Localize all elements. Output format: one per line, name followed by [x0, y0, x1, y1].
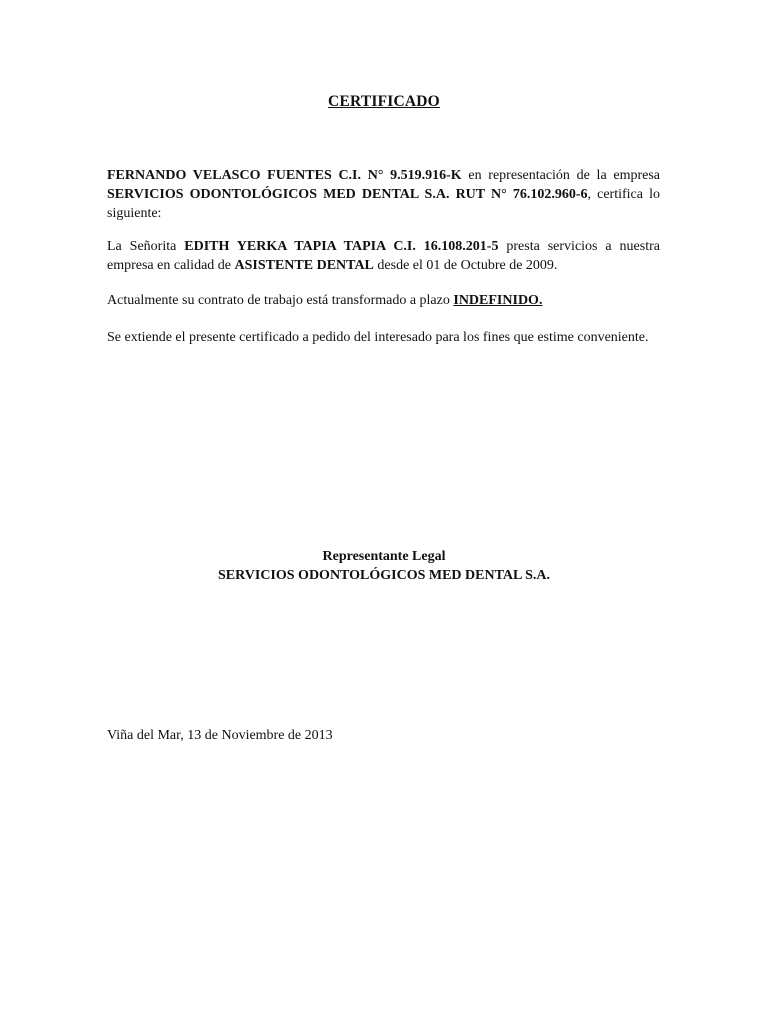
document-title: CERTIFICADO [328, 93, 440, 110]
contract-text: Actualmente su contrato de trabajo está transformado a plazo [107, 293, 454, 308]
employee-text-c: desde el 01 de Octubre de 2009. [373, 258, 558, 273]
signature-block [0, 547, 768, 585]
place-date: Viña del Mar, 13 de Noviembre de 2013 [107, 728, 333, 743]
signer-name: FERNANDO VELASCO FUENTES C.I. N° 9.519.916-K [107, 168, 462, 183]
intro-paragraph [107, 166, 660, 223]
company-name: SERVICIOS ODONTOLÓGICOS MED DENTAL S.A. RUT N° 76.102.960-6 [107, 187, 588, 202]
intro-text-b: , certifica lo siguiente: [107, 187, 660, 221]
signature-role: Representante Legal [322, 549, 446, 564]
signature-company: SERVICIOS ODONTOLÓGICOS MED DENTAL S.A. [218, 568, 550, 583]
employee-position: ASISTENTE DENTAL [234, 258, 374, 273]
employee-text-b: presta servicios a nuestra empresa en calidad de [107, 239, 660, 273]
employee-name: EDITH YERKA TAPIA TAPIA C.I. 16.108.201-5 [184, 239, 499, 254]
employee-paragraph [107, 237, 660, 275]
contract-paragraph [107, 291, 660, 310]
intro-text-a: en representación de la empresa [461, 168, 661, 183]
employee-text-a: La Señorita [107, 239, 185, 254]
contract-term: INDEFINIDO. [453, 293, 543, 308]
closing-paragraph: Se extiende el presente certificado a pedido del interesado para los fines que estime conveniente. [107, 330, 649, 345]
